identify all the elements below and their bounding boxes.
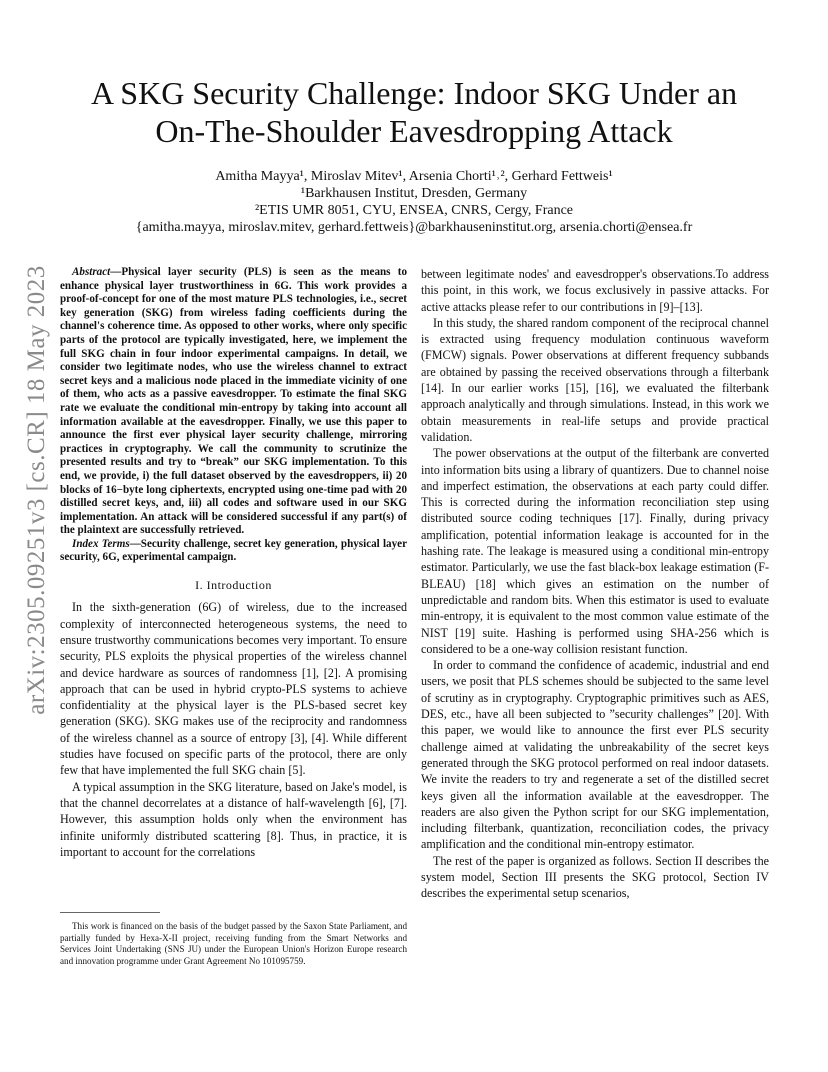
author-names: Amitha Mayya¹, Miroslav Mitev¹, Arsenia Chorti¹˒², Gerhard Fettweis¹ xyxy=(215,169,613,184)
affiliation-1: ¹Barkhausen Institut, Dresden, Germany xyxy=(300,186,528,201)
right-column xyxy=(421,266,769,902)
right-paragraph-0: between legitimate nodes' and eavesdropper's observations.To address this point, in this work, we focus exclusively in passive attacks. For active attacks please refer to our contributions in [9]–[13]. xyxy=(421,267,769,314)
intro-paragraph-1: In the sixth-generation (6G) of wireless, due to the increased complexity of interconnected heterogeneous systems, the need to ensure trustworthy communications becomes very important. To ensure security, PLS exploits the physical properties of the wireless channel and device hardware as sources of randomness [1], [2]. A promising approach that can be used in hybrid crypto-PLS systems to achieve confidentiality at the physical layer is the PLS-based secret key generation (SKG). SKG makes use of the reciprocity and randomness of the wireless channel as a source of entropy [3], [4]. While different studies have focused on specific parts of the protocol, there are only few that have implemented the full SKG chain [5]. xyxy=(60,600,407,778)
index-terms xyxy=(60,538,407,565)
paper-title xyxy=(60,74,768,150)
intro-paragraph-2: A typical assumption in the SKG literature, based on Jake's model, is that the channel decorrelates at a distance of half-wavelength [6], [7]. However, this assumption holds only when the environment has infinite uniformly distributed scattering [8]. Thus, in practice, it is important to account for the correlations xyxy=(60,779,407,859)
index-terms-text: —Security challenge, secret key generation, physical layer security, 6G, experimental campaign. xyxy=(60,537,408,564)
author-block xyxy=(60,168,768,236)
abstract-label: Abstract xyxy=(72,266,111,278)
index-terms-label: Index Terms xyxy=(72,537,130,550)
footnote-rule xyxy=(60,912,160,913)
section-heading-introduction: I. Introduction xyxy=(195,578,272,593)
right-paragraph-4: The rest of the paper is organized as follows. Section II describes the system model, Section III presents the SKG protocol, Section IV describes the experimental setup scenarios, xyxy=(421,853,769,901)
right-paragraph-3: In order to command the confidence of academic, industrial and end users, we posit that PLS schemes should be subjected to the same level of scrutiny as in cryptography. Cryptographic primitives such as AES, DES, etc., have all been subjected to ”security challenges” [20]. With this paper, we would like to announce the first ever PLS security challenge aimed at validating the unbreakability of the secret keys generated through the SKG protocol performed on real indoor datasets. We invite the readers to try and regenerate a set of the distilled secret keys given all the information available at the eavesdropper. The readers are also given the Python script for our SKG implementation, including filterbank, quantization, reconciliation codes, the privacy amplification and the conditional min-entropy estimator. xyxy=(421,658,769,852)
affiliation-2: ²ETIS UMR 8051, CYU, ENSEA, CNRS, Cergy, France xyxy=(254,203,574,218)
title-line-2: On-The-Shoulder Eavesdropping Attack xyxy=(155,113,673,149)
right-paragraph-2: The power observations at the output of the filterbank are converted into information bits using a library of quantizers. Due to channel noise and imperfect estimation, the observations at each party could differ. This is corrected during the information reconciliation step using distributed source coding techniques [17]. Finally, during privacy amplification, potential information leakage is accounted for in the hashing rate. The leakage is measured using a conditional min-entropy estimator. Particularly, we use the fast black-box leakage estimation (F-BLEAU) [18] which gives an estimation on the number of unpredictable and random bits. When this estimator is used to evaluate min-entropy, it is equivalent to the most common value estimate of the NIST [19] suite. Hashing is performed using SHA-256 which is considered to be a one-way collision resistant function. xyxy=(421,446,769,656)
funding-footnote: This work is financed on the basis of the budget passed by the Saxon State Parliament, and partially funded by Hexa-X-II project, receiving funding from the Smart Networks and Services Joint Undertaking (SNS JU) under the European Union's Horizon Europe research and innovation programme under Grant Agreement No 101095759. xyxy=(60,921,407,966)
title-line-1: A SKG Security Challenge: Indoor SKG Under an xyxy=(90,75,738,111)
abstract-text: —Physical layer security (PLS) is seen as the means to enhance physical layer trustworthiness in 6G. This work provides a proof-of-concept for one of the most mature PLS technologies, i.e., secret key generation (SKG) from wireless fading coefficients during the channel's coherence time. As opposed to other works, where only specific parts of the protocol are typically investigated, here, we implement the full SKG chain in four indoor experimental campaigns. In detail, we consider two legitimate nodes, who use the wireless channel to extract secret keys and a malicious node placed in the immediate vicinity of one of them, who acts as a passive eavesdropper. To estimate the final SKG rate we evaluate the conditional min-entropy by taking into account all information available at the eavesdropper. Finally, we use this paper to announce the first ever physical layer security challenge, mirroring practices in cryptography. We call the community to scrutinize the presented results and try to “break” our SKG implementation. To this end, we provide, i) the full dataset observed by the eavesdroppers, ii) 20 blocks of 16−byte long ciphertexts, encrypted using one-time pad with 20 distilled secret keys, and, iii) all codes and software used in our SKG implementation. An attack will be considered successful if any part(s) of the plaintext are successfully retrieved. xyxy=(60,266,407,537)
author-emails: {amitha.mayya, miroslav.mitev, gerhard.fettweis}@barkhauseninstitut.org, arsenia.chorti@ensea.fr xyxy=(135,220,693,235)
right-paragraph-1: In this study, the shared random component of the reciprocal channel is extracted using frequency modulation continuous waveform (FMCW) signals. Power observations at different frequency subbands are obtained by passing the received observations through a filterbank [14]. In our earlier works [15], [16], we evaluated the filterbank approach analytically and through simulations. Instead, in this work we obtain measurements in real-life setups and provide practical validation. xyxy=(421,315,769,444)
left-column xyxy=(60,266,407,860)
arxiv-sidebar-stamp xyxy=(22,265,52,715)
arxiv-id: arXiv:2305.09251v3 [cs.CR] 18 May 2023 xyxy=(23,265,50,715)
abstract xyxy=(60,266,407,538)
